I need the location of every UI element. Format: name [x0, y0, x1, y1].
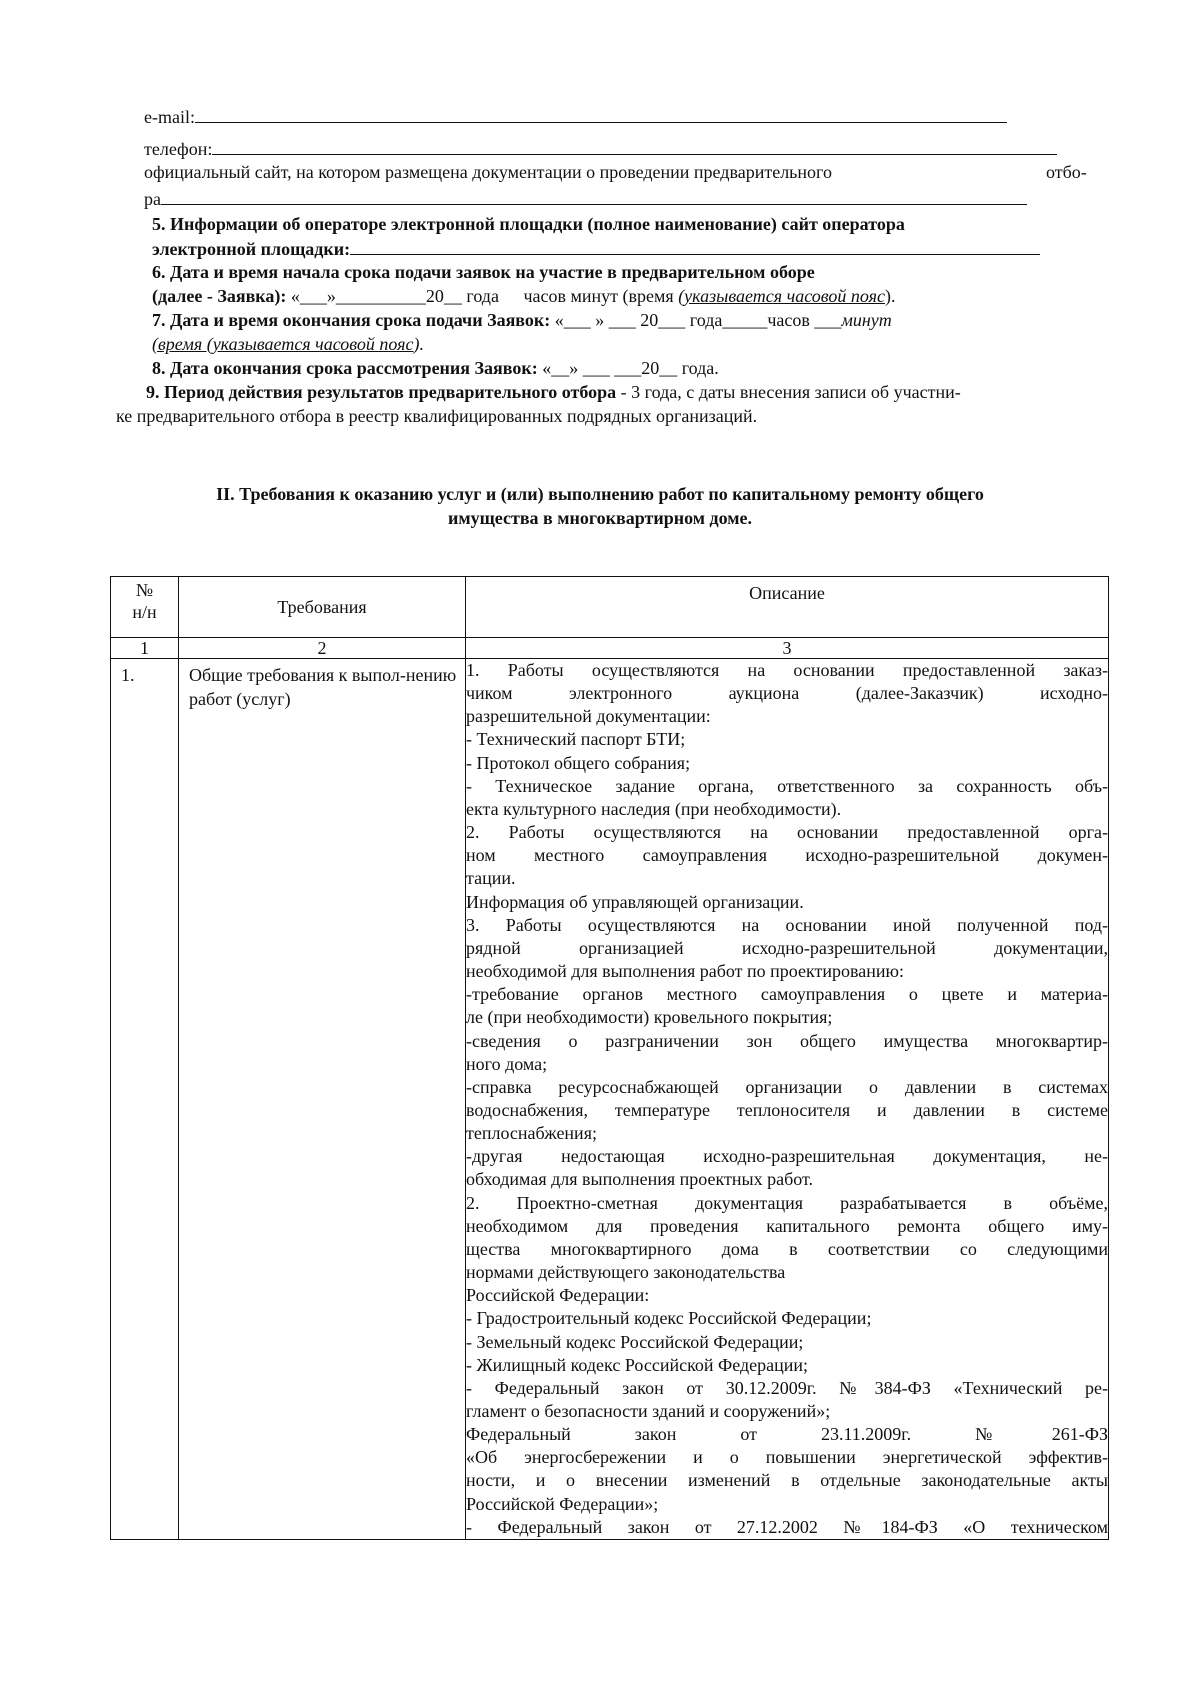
description-line: ного дома;: [466, 1053, 548, 1074]
description-line: чиком электронного аукциона (далее-Заказчик) исходно-: [466, 683, 1108, 704]
index-cell: 3: [466, 638, 1109, 659]
row-requirement: Общие требования к выпол-нению работ (услуг): [179, 659, 466, 1540]
item-8-line: [152, 356, 719, 380]
description-line: 3. Работы осуществляются на основании иной полученной под-: [466, 914, 1108, 935]
description-line: необходимом для проведения капитального ремонта общего иму-: [466, 1215, 1108, 1236]
description-line: 2. Работы осуществляются на основании предоставленной орга-: [466, 822, 1108, 843]
table-row: [111, 659, 1109, 1540]
email-blank: [195, 104, 1007, 123]
description-line: - Федеральный закон от 30.12.2009г. №384-ФЗ «Технический ре-: [466, 1377, 1108, 1398]
section-title-line-2: имущества в многоквартирном доме.: [447, 508, 753, 528]
description-line: Федеральный закон от 23.11.2009г. №261-ФЗ: [466, 1424, 1108, 1445]
description-line: разрешительной документации:: [466, 706, 711, 727]
site-line-1: [144, 160, 832, 184]
item-6-date: «___»__________20__ года: [290, 286, 499, 306]
item-5-label: электронной площадки:: [152, 239, 351, 259]
site-blank: [161, 186, 1027, 205]
item-5-line-1: 5. Информации об операторе электронной площадки (полное наименование) сайт оператора: [152, 214, 905, 234]
description-line: -справка ресурсоснабжающей организации о давлении в системах: [466, 1076, 1108, 1097]
header-description: Описание: [466, 577, 1109, 638]
phone-blank: [212, 136, 1057, 155]
description-line: -требование органов местного самоуправления о цвете и материа-: [466, 984, 1108, 1005]
table-index-row: [111, 638, 1109, 659]
header-num: [111, 577, 179, 638]
site-line-2: [144, 186, 1027, 211]
description-line: -другая недостающая исходно-разрешительная документация, не-: [466, 1146, 1108, 1167]
section-title-line-1: II. Требования к оказанию услуг и (или) выполнению работ по капитальному ремонту общего: [216, 484, 984, 504]
description-line: тации.: [466, 868, 516, 889]
description-line: водоснабжения, температуре теплоносителя и давлении в системе: [466, 1099, 1108, 1120]
description-line: рядной организацией исходно-разрешительной документации,: [466, 937, 1108, 958]
item-8-date: «__» ___ ___20__ года.: [542, 358, 719, 378]
site-label-end: ра: [144, 189, 161, 209]
item-6-prefix: (далее - Заявка):: [152, 286, 287, 306]
table-header-row: [111, 577, 1109, 638]
item-7-line-1: [152, 308, 892, 332]
header-requirements: Требования: [179, 577, 466, 638]
item-6-time: часов минут (время: [523, 286, 674, 306]
description-line: 2. Проектно-сметная документация разрабатывается в объёме,: [466, 1192, 1108, 1213]
item-5-line-2: [152, 236, 1040, 261]
description-line: - Жилищный кодекс Российской Федерации;: [466, 1354, 809, 1375]
description-line: щества многоквартирного дома в соответствии со следующими: [466, 1238, 1108, 1259]
item-8-heading: 8. Дата окончания срока рассмотрения Заявок:: [152, 358, 538, 378]
item-6-timezone: (указывается часовой пояс: [678, 286, 885, 306]
description-line: гламент о безопасности зданий и сооружений»;: [466, 1401, 831, 1421]
description-line: - Технический паспорт БТИ;: [466, 729, 686, 750]
description-line: Российской Федерации:: [466, 1285, 650, 1306]
site-label-tail: отбо-: [1046, 162, 1087, 182]
item-5-blank: [350, 236, 1040, 255]
description-line: - Протокол общего собрания;: [466, 752, 691, 773]
row-description: [466, 659, 1109, 1540]
item-9-heading: 9. Период действия результатов предварительного отбора: [146, 382, 617, 402]
description-line: «Об энергосбережении и о повышении энергетической эффектив-: [466, 1447, 1108, 1468]
description-line: -сведения о разграничении зон общего имущества многоквартир-: [466, 1030, 1108, 1051]
index-cell: 1: [111, 638, 179, 659]
description-line: обходимая для выполнения проектных работ.: [466, 1169, 814, 1190]
description-line: ности, и о внесении изменений в отдельные законодательные акты: [466, 1470, 1108, 1491]
description-line: нормами действующего законодательства: [466, 1262, 786, 1283]
item-7-timezone: (время (указывается часовой пояс: [152, 334, 414, 354]
requirements-table: [110, 576, 1109, 1540]
item-6-heading: 6. Дата и время начала срока подачи заявок на участие в предварительном оборе: [152, 262, 815, 282]
description-line: Информация об управляющей организации.: [466, 891, 804, 912]
email-label: e-mail:: [144, 107, 195, 127]
index-cell: 2: [179, 638, 466, 659]
description-line: екта культурного наследия (при необходимости).: [466, 798, 842, 819]
email-line: [144, 104, 1007, 129]
row-number: 1.: [111, 659, 179, 1540]
description-line: ном местного самоуправления исходно-разрешительной докумен-: [466, 845, 1108, 866]
item-7-heading: 7. Дата и время окончания срока подачи Заявок:: [152, 310, 551, 330]
item-9-line-1: [146, 380, 961, 404]
item-7-end: ).: [413, 334, 424, 354]
site-label: официальный сайт, на котором размещена документации о проведении предварительного: [144, 162, 832, 182]
description-line: - Земельный кодекс Российской Федерации;: [466, 1331, 804, 1352]
description-line: - Федеральный закон от 27.12.2002 №184-ФЗ «О техническом: [466, 1516, 1108, 1537]
item-7-line-2: [152, 332, 424, 356]
item-6-end: ).: [884, 286, 896, 306]
description-line: - Техническое задание органа, ответственного за сохранность объ-: [466, 775, 1108, 796]
item-7-date: «___ » ___ 20___ года_____часов ___: [554, 310, 842, 330]
description-line: Российской Федерации»;: [466, 1493, 659, 1514]
item-9-rest: - 3 года, с даты внесения записи об участни-: [620, 382, 961, 402]
description-line: необходимой для выполнения работ по проектированию:: [466, 961, 904, 982]
phone-line: [144, 136, 1057, 161]
phone-label: телефон:: [144, 139, 213, 159]
item-6-fields: [152, 284, 895, 308]
description-line: теплоснабжения;: [466, 1123, 597, 1144]
item-9-line-2: ке предварительного отбора в реестр квалифицированных подрядных организаций.: [116, 406, 758, 426]
description-line: - Градостроительный кодекс Российской Федерации;: [466, 1308, 872, 1329]
description-line: ле (при необходимости) кровельного покрытия;: [466, 1007, 833, 1028]
item-7-minutes: минут: [841, 310, 892, 330]
description-line: 1. Работы осуществляются на основании предоставленной заказ-: [466, 660, 1108, 680]
header-num-sub: н/н: [132, 602, 157, 622]
header-num-sign: №: [135, 580, 154, 600]
